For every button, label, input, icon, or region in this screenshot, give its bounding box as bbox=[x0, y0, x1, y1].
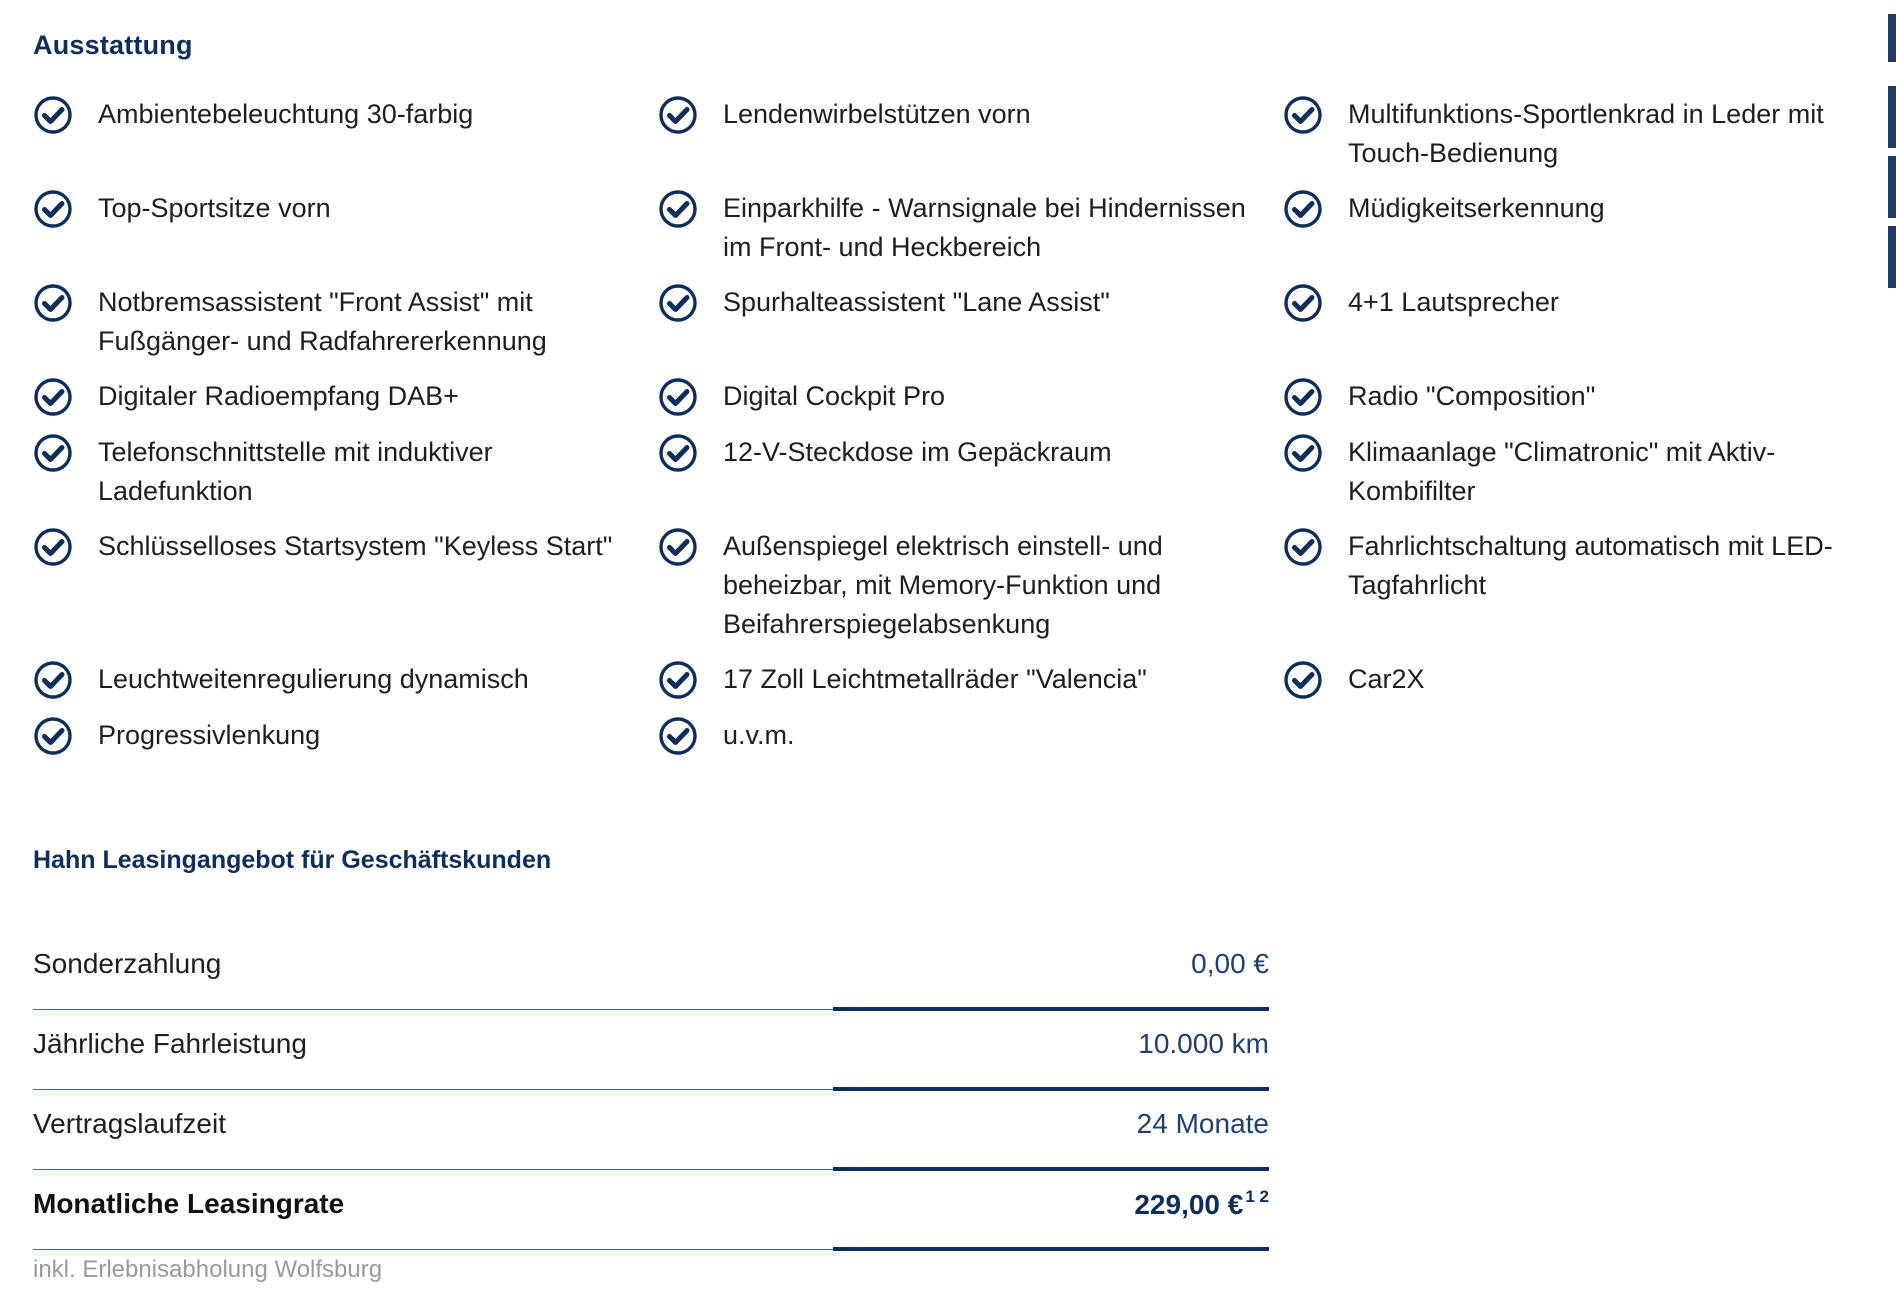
scroll-marker bbox=[1888, 226, 1896, 288]
check-circle-icon bbox=[658, 189, 698, 229]
lease-row-monthly-rate bbox=[33, 1170, 1269, 1250]
lease-row-fahrleistung bbox=[33, 1010, 1269, 1090]
lease-row-label: Jährliche Fahrleistung bbox=[33, 1027, 307, 1059]
feature-label: Schlüsselloses Startsystem "Keyless Start" bbox=[98, 531, 613, 561]
check-circle-icon bbox=[33, 377, 73, 417]
check-circle-icon bbox=[658, 95, 698, 135]
check-circle-icon bbox=[1283, 527, 1323, 567]
lease-row-value: 0,00 € bbox=[1191, 947, 1269, 979]
feature-label: Leuchtweitenregulierung dynamisch bbox=[98, 664, 529, 694]
feature-label: Lendenwirbelstützen vorn bbox=[723, 99, 1031, 129]
check-circle-icon bbox=[33, 433, 73, 473]
monthly-rate-amount: 229,00 € bbox=[1134, 1188, 1244, 1220]
check-circle-icon bbox=[1283, 660, 1323, 700]
page bbox=[33, 30, 1888, 1283]
feature-label: u.v.m. bbox=[723, 720, 795, 750]
feature-label: Spurhalteassistent "Lane Assist" bbox=[723, 287, 1110, 317]
check-circle-icon bbox=[658, 716, 698, 756]
feature-label: Progressivlenkung bbox=[98, 720, 321, 750]
monthly-rate-value bbox=[1134, 1187, 1269, 1221]
lease-row-laufzeit bbox=[33, 1090, 1269, 1170]
check-circle-icon bbox=[33, 283, 73, 323]
lease-row-value: 10.000 km bbox=[1138, 1027, 1269, 1059]
feature-item bbox=[33, 189, 658, 267]
check-circle-icon bbox=[658, 527, 698, 567]
footnote-text: inkl. Erlebnisabholung Wolfsburg bbox=[33, 1256, 383, 1283]
feature-label: 4+1 Lautsprecher bbox=[1348, 287, 1559, 317]
feature-item bbox=[658, 660, 1283, 700]
leasing-table bbox=[33, 930, 1269, 1250]
feature-item bbox=[33, 527, 658, 644]
check-circle-icon bbox=[33, 95, 73, 135]
footnote-refs[interactable]: 1 2 bbox=[1245, 1186, 1269, 1206]
feature-item bbox=[33, 433, 658, 511]
feature-label: Müdigkeitserkennung bbox=[1348, 193, 1605, 223]
check-circle-icon bbox=[1283, 377, 1323, 417]
feature-label: 12-V-Steckdose im Gepäckraum bbox=[723, 437, 1112, 467]
feature-item bbox=[658, 716, 1283, 756]
check-circle-icon bbox=[1283, 189, 1323, 229]
lease-row-value: 24 Monate bbox=[1136, 1107, 1269, 1139]
check-circle-icon bbox=[658, 660, 698, 700]
feature-label: Notbremsassistent "Front Assist" mit Fußgänger- und Radfahrererkennung bbox=[98, 287, 547, 356]
monthly-rate-label: Monatliche Leasingrate bbox=[33, 1187, 345, 1219]
check-circle-icon bbox=[33, 189, 73, 229]
check-circle-icon bbox=[1283, 283, 1323, 323]
check-circle-icon bbox=[658, 433, 698, 473]
feature-label: Car2X bbox=[1348, 664, 1425, 694]
scrollbar-track[interactable] bbox=[1888, 0, 1896, 320]
feature-item bbox=[1283, 527, 1873, 644]
feature-item bbox=[33, 377, 658, 417]
check-circle-icon bbox=[33, 527, 73, 567]
feature-label: Multifunktions-Sportlenkrad in Leder mit Touch-Bedienung bbox=[1348, 99, 1824, 168]
feature-item bbox=[33, 283, 658, 361]
feature-label: Ambientebeleuchtung 30-farbig bbox=[98, 99, 474, 129]
feature-item bbox=[33, 660, 658, 700]
feature-item bbox=[658, 433, 1283, 511]
feature-item bbox=[658, 283, 1283, 361]
feature-item bbox=[33, 95, 658, 173]
lease-row-label: Sonderzahlung bbox=[33, 947, 222, 979]
check-circle-icon bbox=[33, 716, 73, 756]
check-circle-icon bbox=[1283, 95, 1323, 135]
lease-row-label: Vertragslaufzeit bbox=[33, 1107, 226, 1139]
leasing-heading: Hahn Leasingangebot für Geschäftskunden bbox=[33, 846, 552, 874]
feature-label: Telefonschnittstelle mit induktiver Ladefunktion bbox=[98, 437, 493, 506]
feature-item bbox=[658, 189, 1283, 267]
feature-label: 17 Zoll Leichtmetallräder "Valencia" bbox=[723, 664, 1147, 694]
equipment-heading: Ausstattung bbox=[33, 30, 193, 60]
feature-label: Top-Sportsitze vorn bbox=[98, 193, 331, 223]
check-circle-icon bbox=[1283, 433, 1323, 473]
feature-item bbox=[1283, 189, 1873, 267]
lease-row-sonderzahlung bbox=[33, 930, 1269, 1010]
feature-label: Digital Cockpit Pro bbox=[723, 381, 946, 411]
feature-label: Radio "Composition" bbox=[1348, 381, 1596, 411]
scroll-marker bbox=[1888, 14, 1896, 62]
feature-item bbox=[658, 527, 1283, 644]
feature-label: Außenspiegel elektrisch einstell- und beheizbar, mit Memory-Funktion und Beifahrerspiegelabsenkung bbox=[723, 531, 1163, 639]
feature-label: Digitaler Radioempfang DAB+ bbox=[98, 381, 459, 411]
scroll-marker bbox=[1888, 86, 1896, 148]
feature-item bbox=[1283, 95, 1873, 173]
feature-list bbox=[33, 95, 1888, 756]
check-circle-icon bbox=[658, 377, 698, 417]
feature-item bbox=[658, 377, 1283, 417]
feature-label: Fahrlichtschaltung automatisch mit LED-Tagfahrlicht bbox=[1348, 531, 1833, 600]
feature-item bbox=[658, 95, 1283, 173]
check-circle-icon bbox=[33, 660, 73, 700]
feature-item bbox=[1283, 433, 1873, 511]
check-circle-icon bbox=[658, 283, 698, 323]
feature-label: Klimaanlage "Climatronic" mit Aktiv-Kombifilter bbox=[1348, 437, 1776, 506]
feature-item bbox=[1283, 283, 1873, 361]
feature-label: Einparkhilfe - Warnsignale bei Hindernissen im Front- und Heckbereich bbox=[723, 193, 1246, 262]
feature-item bbox=[1283, 377, 1873, 417]
scroll-marker bbox=[1888, 156, 1896, 218]
feature-item bbox=[1283, 660, 1873, 700]
feature-item bbox=[33, 716, 658, 756]
